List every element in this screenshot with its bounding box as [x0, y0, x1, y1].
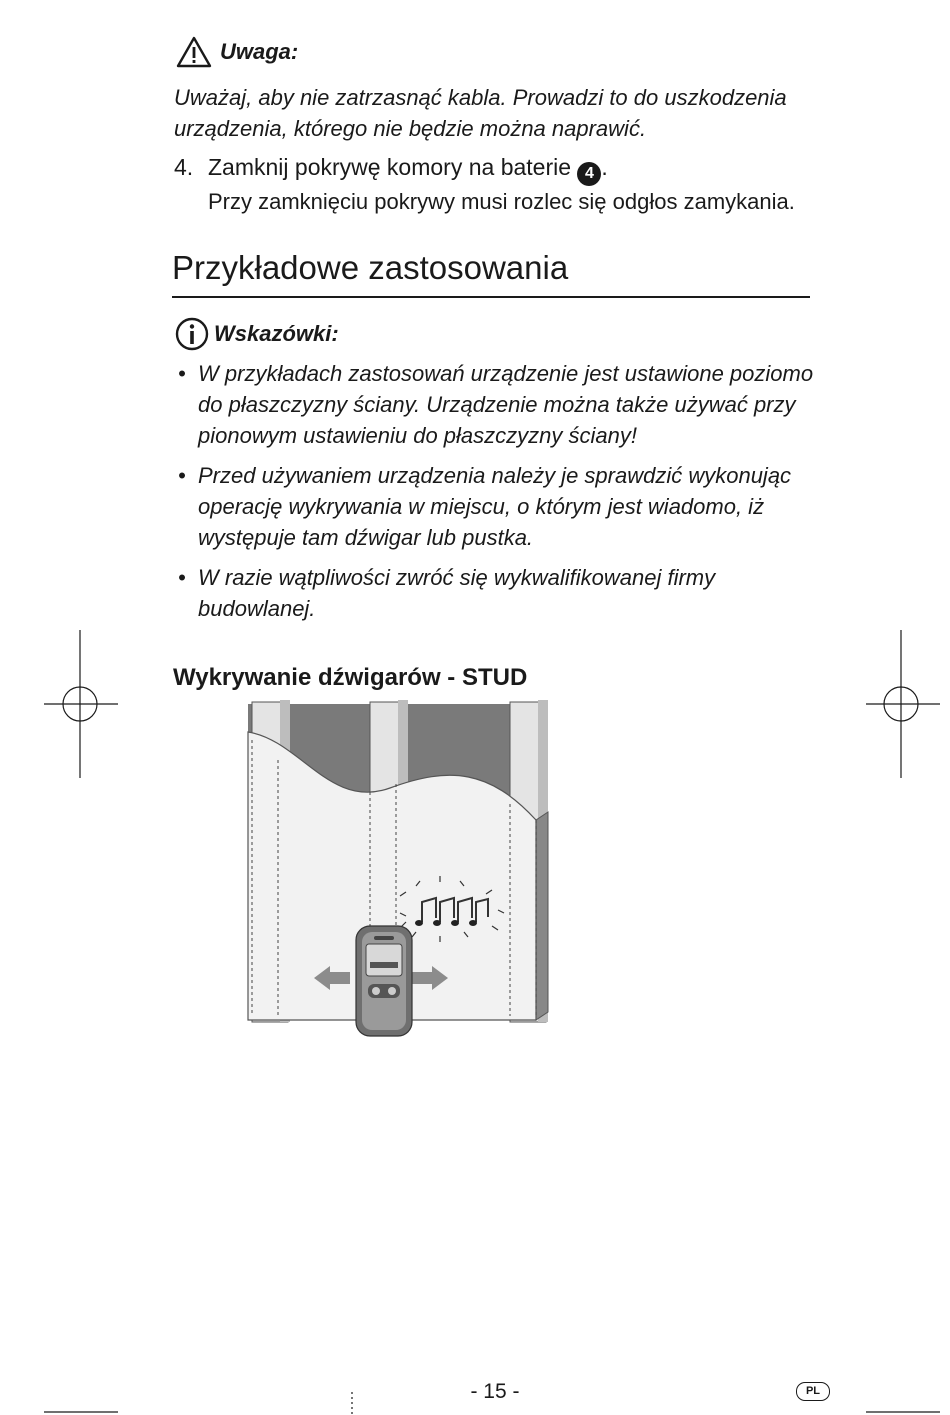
step-period: . [601, 154, 608, 180]
stud-detector-device [356, 926, 412, 1036]
section-heading: Przykładowe zastosowania [172, 246, 810, 298]
list-item: • Przed używaniem urządzenia należy je sprawdzić wykonując operację wykrywania w miejscu, o którym jest wiadomo, iż występuje tam dźwigar lub pustka. [178, 463, 792, 550]
language-badge: PL [796, 1382, 830, 1401]
tips-title: Wskazówki: [214, 321, 339, 346]
warning-title: Uwaga: [220, 39, 299, 64]
list-item: • W przykładach zastosowań urządzenie jest ustawione poziomo do płaszczyzny ściany. Urządzenie można także używać przy pionowym ustawieniu do płaszczyzny ściany! [178, 361, 814, 448]
list-item: • W razie wątpliwości zwróć się wykwalifikowanej firmy budowlanej. [178, 565, 716, 621]
warning-heading [176, 36, 298, 68]
warning-triangle-icon [176, 36, 212, 68]
page-number: - 15 - [470, 1380, 520, 1403]
step-4 [174, 152, 824, 217]
info-icon [174, 316, 210, 352]
step-text: Zamknij pokrywę komory na baterie [208, 154, 572, 180]
tips-list [176, 358, 816, 633]
tips-heading [174, 316, 339, 352]
stud-subheading: Wykrywanie dźwigarów - STUD [173, 664, 528, 691]
step-number: 4. [174, 154, 194, 180]
step-subtext: Przy zamknięciu pokrywy musi rozlec się odgłos zamykania. [208, 188, 795, 214]
warning-text: Uważaj, aby nie zatrzasnąć kabla. Prowadzi to do uszkodzenia urządzenia, którego nie będzie można naprawić. [174, 85, 787, 141]
part-number-badge: 4 [577, 162, 601, 186]
stud-detection-illustration [240, 700, 560, 1045]
